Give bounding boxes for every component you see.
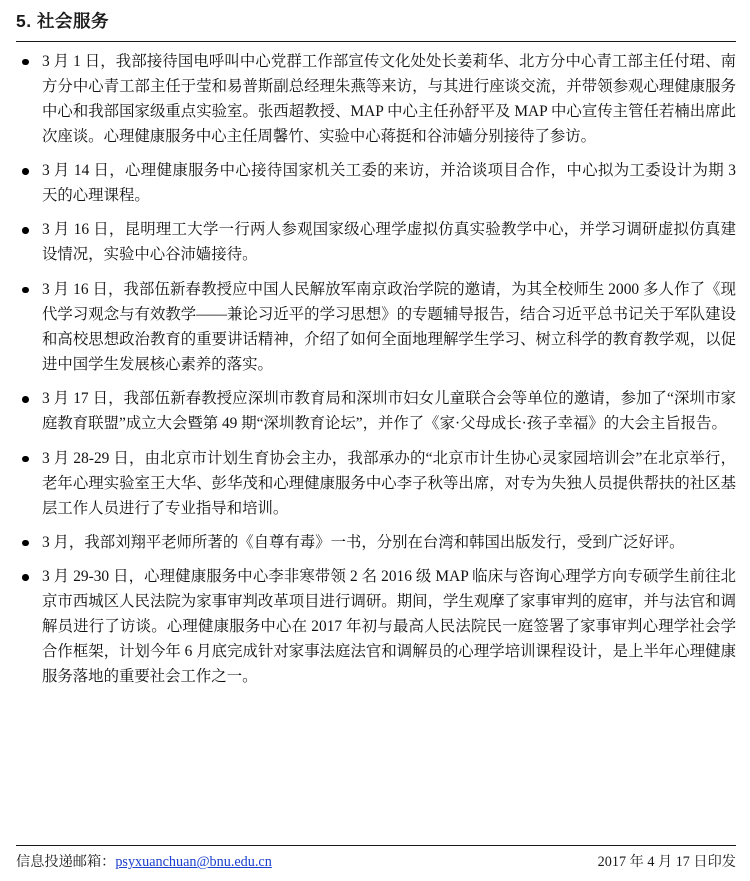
footer-submission-label: 信息投递邮箱： xyxy=(16,854,116,870)
list-item-text: 3 月 14 日，心理健康服务中心接待国家机关工委的来访，并洽谈项目合作，中心拟为工委设计为期 3 天的心理课程。 xyxy=(42,162,736,205)
section-number: 5. xyxy=(16,11,32,31)
page-title xyxy=(16,10,736,37)
list-item xyxy=(16,278,736,378)
footer-row xyxy=(16,851,736,871)
list-item xyxy=(16,159,736,209)
page-footer xyxy=(16,845,736,871)
list-item xyxy=(16,50,736,150)
list-item-text: 3 月 17 日，我部伍新春教授应深圳市教育局和深圳市妇女儿童联合会等单位的邀请，参加了“深圳市家庭教育联盟”成立大会暨第 49 期“深圳教育论坛”，并作了《家·父母成长·孩子幸福》的大会主旨报告。 xyxy=(42,390,736,433)
list-item-text: 3 月 28-29 日，由北京市计划生育协会主办，我部承办的“北京市计生协心灵家园培训会”在北京举行，老年心理实验室王大华、彭华茂和心理健康服务中心李子秋等出席，对专为失独人员提供帮扶的社区基层工作人员进行了专业指导和培训。 xyxy=(42,449,736,517)
list-item-text: 3 月 16 日，我部伍新春教授应中国人民解放军南京政治学院的邀请，为其全校师生 2000 多人作了《现代学习观念与有效教学——兼论习近平的学习思想》的专题辅导报告，结合习近平总书记关于军队建设和高校思想政治教育的重要讲话精神，介绍了如何全面地理解学生学习、树立科学的教育教学观，以促进中国学生发展核心素养的落实。 xyxy=(42,280,736,373)
footer-date: 2017 年 4 月 17 日印发 xyxy=(597,854,736,870)
list-item xyxy=(16,531,736,556)
news-item-list xyxy=(16,50,736,690)
section-title: 社会服务 xyxy=(36,11,109,31)
list-item xyxy=(16,218,736,268)
list-item-text: 3 月 1 日，我部接待国电呼叫中心党群工作部宣传文化处处长姜莉华、北方分中心青工部主任付珺、南方分中心青工部主任于莹和易普斯副总经理朱燕等来访，与其进行座谈交流，并带领参观心理健康服务中心和我部国家级重点实验室。张西超教授、MAP 中心主任孙舒平及 MAP 中心宣传主管任若楠出席此次座谈。心理健康服务中心主任周馨竹、实验中心蒋挺和谷沛嫱分别接待了参访。 xyxy=(42,52,736,145)
list-item xyxy=(16,565,736,690)
list-item-text: 3 月 16 日，昆明理工大学一行两人参观国家级心理学虚拟仿真实验教学中心，并学习调研虚拟仿真建设情况，实验中心谷沛嫱接待。 xyxy=(42,221,736,264)
heading-divider xyxy=(16,41,736,42)
footer-email-link[interactable]: psyxuanchuan@bnu.edu.cn xyxy=(115,854,272,870)
list-item xyxy=(16,447,736,522)
list-item-text: 3 月 29-30 日，心理健康服务中心李非寒带领 2 名 2016 级 MAP 临床与咨询心理学方向专硕学生前往北京市西城区人民法院为家事审判改革项目进行调研。期间，学生观摩了家事审判的庭审，并与法官和调解员进行了访谈。心理健康服务中心在 2017 年初与最高人民法院民一庭签署了家事审判心理学社会学合作框架，计划今年 6 月底完成针对家事法庭法官和调解员的心理学培训课程设计，是上半年心理健康服务落地的重要社会工作之一。 xyxy=(42,568,736,686)
list-item xyxy=(16,387,736,437)
list-item-text: 3 月，我部刘翔平老师所著的《自尊有毒》一书，分别在台湾和韩国出版发行，受到广泛好评。 xyxy=(42,533,685,551)
footer-submission xyxy=(16,851,272,871)
footer-divider xyxy=(16,845,736,846)
